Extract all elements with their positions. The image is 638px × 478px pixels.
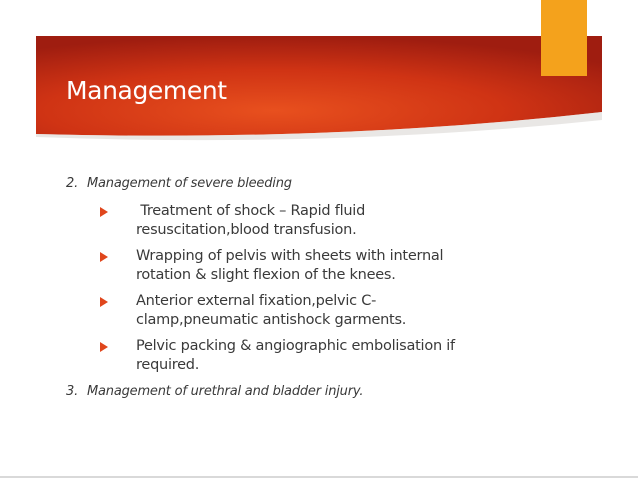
numbered-item-2 (66, 174, 546, 194)
item-number: 2. (66, 176, 79, 191)
triangle-bullet-icon (100, 342, 108, 352)
bullet-item (66, 292, 546, 330)
bullet-item (66, 337, 546, 375)
bullet-list (66, 202, 546, 375)
bullet-line: clamp,pneumatic antishock garments. (136, 312, 407, 328)
item-heading: Management of urethral and bladder injury. (87, 384, 364, 399)
bullet-item (66, 202, 546, 240)
item-number: 3. (66, 384, 79, 399)
triangle-bullet-icon (100, 252, 108, 262)
bullet-line: required. (136, 357, 200, 373)
accent-tab (541, 0, 587, 76)
bullet-line: resuscitation,blood transfusion. (136, 222, 357, 238)
bullet-line: Wrapping of pelvis with sheets with internal (136, 248, 444, 264)
bullet-line: rotation & slight flexion of the knees. (136, 267, 396, 283)
triangle-bullet-icon (100, 207, 108, 217)
item-heading: Management of severe bleeding (87, 176, 292, 191)
bullet-line: Pelvic packing & angiographic embolisation if (136, 338, 455, 354)
bullet-item (66, 247, 546, 285)
bullet-line: Treatment of shock – Rapid fluid (136, 203, 366, 219)
triangle-bullet-icon (100, 297, 108, 307)
slide-title: Management (66, 76, 227, 105)
slide-content (66, 172, 546, 410)
bullet-line: Anterior external fixation,pelvic C- (136, 293, 377, 309)
numbered-item-3 (66, 382, 546, 402)
